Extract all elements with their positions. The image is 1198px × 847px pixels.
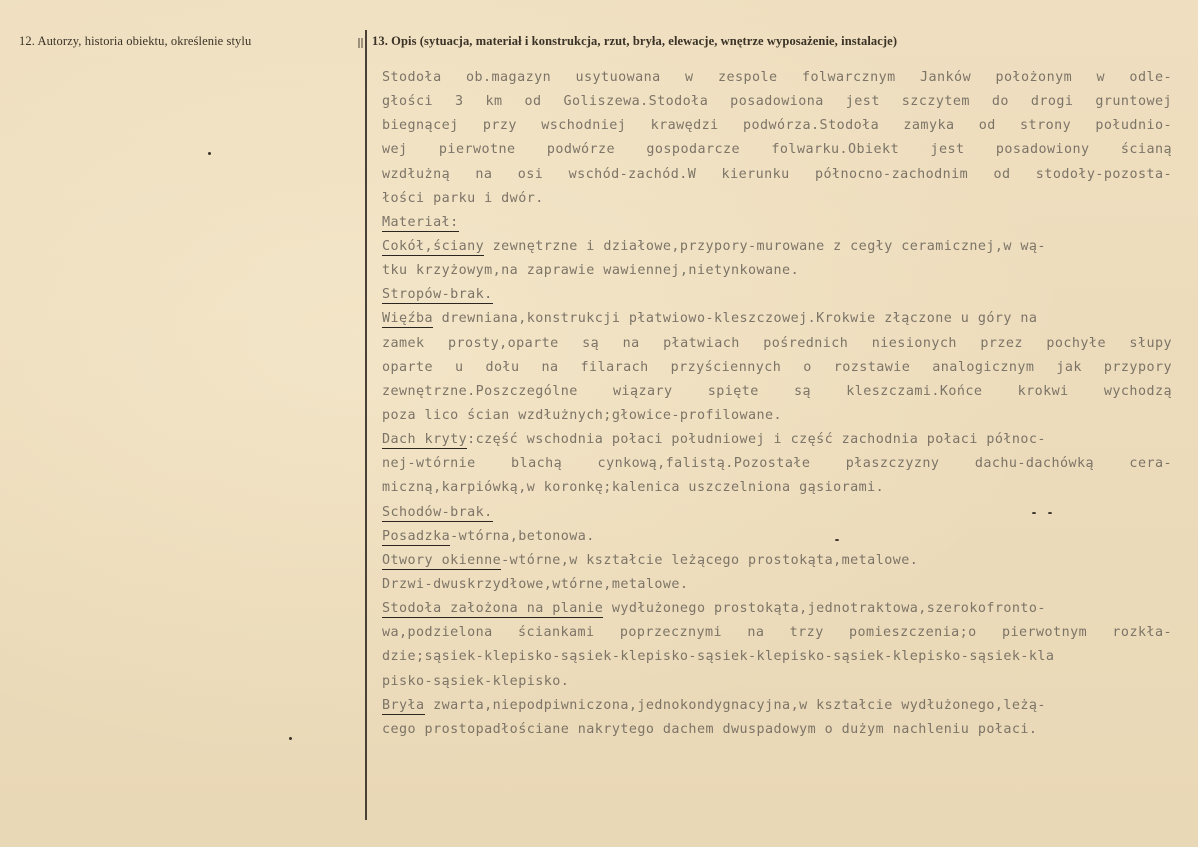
paper-speck (835, 539, 839, 541)
text-line: zamek prosty,oparte są na płatwiach pośrednich niesionych przez pochyłe słupy (382, 335, 1172, 351)
text-line: biegnącej przy wschodniej krawędzi podwórza.Stodoła zamyka od strony południo- (382, 118, 1172, 134)
field-13-label: 13. Opis (sytuacja, materiał i konstrukcja, rzut, bryła, elewacje, wnętrze wyposażenie, instalacje) (372, 34, 898, 48)
text-run: drewniana,konstrukcji płatwiowo-kleszczowej.Krokwie złączone u góry na (433, 311, 1038, 327)
text-line: wzdłużną na osi wschód-zachód.W kierunku północno-zachodnim od stodoły-pozosta- (382, 166, 1172, 182)
text-line: pisko-sąsiek-klepisko. (382, 673, 570, 689)
text-run: -wtórne,w kształcie leżącego prostokąta,metalowe. (501, 552, 919, 568)
underlined-term: Schodów-brak. (382, 504, 493, 520)
text-line: cego prostopadłościane nakrytego dachem dwuspadowym o dużym nachleniu połaci. (382, 721, 1038, 737)
text-line (382, 694, 1172, 718)
underlined-term: Stropów-brak. (382, 287, 493, 303)
column-divider (365, 30, 367, 820)
underlined-term: Cokół,ściany (382, 238, 485, 254)
text-run: zwarta,niepodpiwniczona,jednokondygnacyjna,w kształcie wydłużonego,leżą- (424, 697, 1046, 713)
underlined-term: Bryła (382, 697, 425, 713)
text-line: zewnętrzne.Poszczególne wiązary spięte są kleszczami.Końce krokwi wychodzą (382, 383, 1172, 399)
text-line (382, 428, 1172, 452)
text-line (382, 235, 1172, 259)
text-run: -wtórna,betonowa. (450, 528, 595, 544)
text-line (382, 283, 1172, 307)
text-line: miczną,karpiówką,w koronkę;kalenica uszczelniona gąsiorami. (382, 480, 885, 496)
text-line: nej-wtórnie blachą cynkową,falistą.Pozostałe płaszczyzny dachu-dachówką cera- (382, 456, 1172, 472)
text-line (382, 597, 1172, 621)
underlined-term: Więźba (382, 311, 434, 327)
underlined-term: Posadzka (382, 528, 451, 544)
text-run: :część wschodnia połaci południowej i część zachodnia połaci północ- (467, 432, 1046, 448)
paper-speck (1032, 512, 1036, 514)
text-run: wydłużonego prostokąta,jednotraktowa,szerokofronto- (603, 601, 1046, 617)
text-line (382, 525, 1172, 549)
text-line: dzie;sąsiek-klepisko-sąsiek-klepisko-sąsiek-klepisko-sąsiek-klepisko-sąsiek-kla (382, 649, 1055, 665)
text-line: poza lico ścian wzdłużnych;głowice-profilowane. (382, 407, 783, 423)
text-line: głości 3 km od Goliszewa.Stodoła posadowiona jest szczytem do drogi gruntowej (382, 94, 1172, 110)
text-line: tku krzyżowym,na zaprawie wawiennej,nietynkowane. (382, 263, 800, 279)
text-line: łości parku i dwór. (382, 190, 544, 206)
underlined-term: Dach kryty (382, 432, 468, 448)
text-line (382, 549, 1172, 573)
text-line: wej pierwotne podwórze gospodarcze folwarku.Obiekt jest posadowiony ścianą (382, 142, 1172, 158)
text-line (382, 307, 1172, 331)
divider-tick-marks (358, 38, 364, 48)
underlined-term: Stodoła założona na planie (382, 601, 604, 617)
text-run: zewnętrzne i działowe,przypory-murowane z cegły ceramicznej,w wą- (484, 238, 1046, 254)
text-line: wa,podzielona ściankami poprzecznymi na trzy pomieszczenia;o pierwotnym rozkła- (382, 625, 1172, 641)
paper-speck (1048, 512, 1052, 514)
text-line (382, 211, 1172, 235)
paper-speck (208, 152, 211, 155)
text-line: oparte u dołu na filarach przyściennych o rozstawie analogicznym jak przypory (382, 359, 1172, 375)
paper-speck (289, 737, 292, 740)
description-text (382, 66, 1172, 742)
text-line: Stodoła ob.magazyn usytuowana w zespole folwarcznym Janków położonym w odle- (382, 70, 1172, 85)
text-line (382, 501, 1172, 525)
underlined-term: Otwory okienne (382, 552, 502, 568)
field-12-label: 12. Autorzy, historia obiektu, określenie stylu (19, 34, 252, 48)
text-line: Drzwi-dwuskrzydłowe,wtórne,metalowe. (382, 576, 689, 592)
section-heading: Materiał: (382, 214, 459, 230)
